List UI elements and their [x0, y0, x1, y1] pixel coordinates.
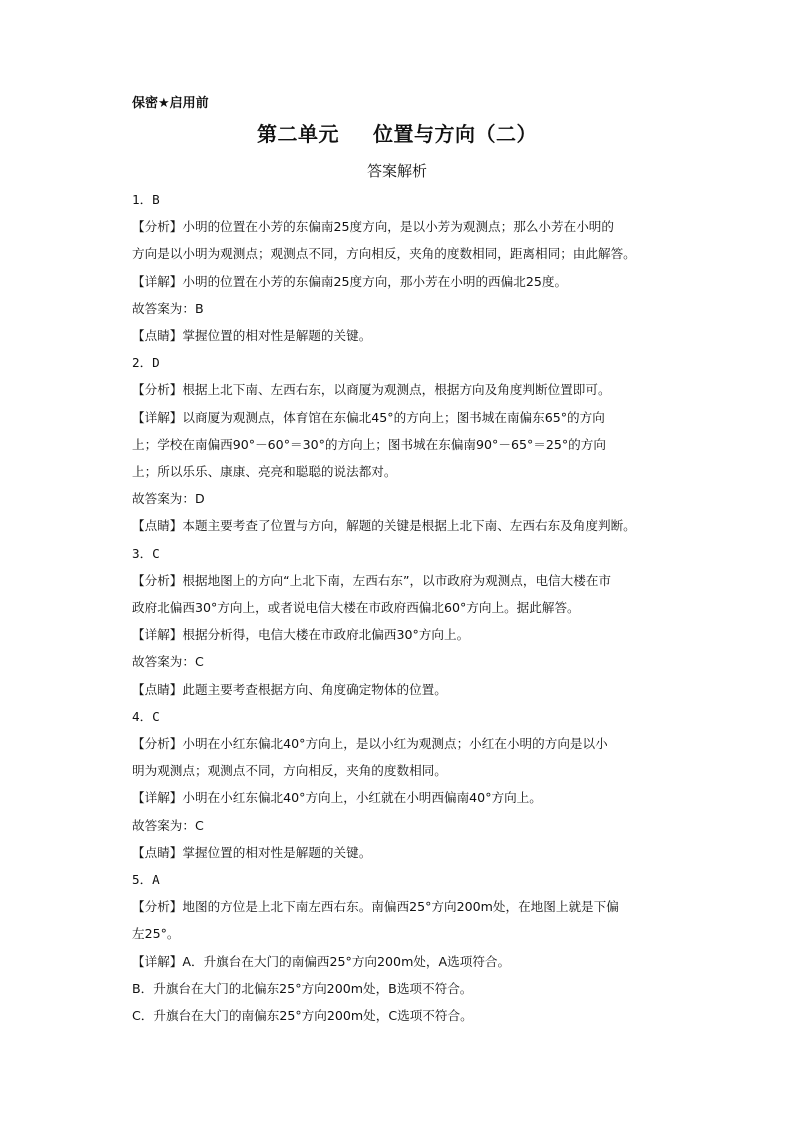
question-number-3: 3．C [132, 545, 160, 561]
analysis-text: 方向是以小明为观测点；观测点不同，方向相反，夹角的度数相同，距离相同；由此解答。 [132, 246, 636, 262]
page-title [0, 118, 794, 147]
title-unit: 第二单元 [257, 122, 339, 146]
answer-text: 故答案为：C [132, 817, 204, 833]
option-text: B．升旗台在大门的北偏东25°方向200m处，B选项不符合。 [132, 980, 473, 996]
question-number-4: 4．C [132, 708, 160, 724]
comment-text: 【点睛】本题主要考查了位置与方向，解题的关键是根据上北下南、左西右东及角度判断。 [132, 518, 636, 534]
analysis-text: 【分析】小明的位置在小芳的东偏南25度方向，是以小芳为观测点；那么小芳在小明的 [132, 219, 614, 235]
explanation-text: 【详解】小明在小红东偏北40°方向上，小红就在小明西偏南40°方向上。 [132, 790, 542, 806]
question-number-2: 2．D [132, 355, 160, 371]
title-topic: 位置与方向（二） [373, 122, 537, 146]
comment-text: 【点睛】掌握位置的相对性是解题的关键。 [132, 844, 372, 860]
analysis-text: 政府北偏西30°方向上，或者说电信大楼在市政府西偏北60°方向上。据此解答。 [132, 600, 580, 616]
analysis-text: 明为观测点；观测点不同，方向相反，夹角的度数相同。 [132, 763, 447, 779]
question-number-1: 1．B [132, 192, 160, 207]
option-text: C．升旗台在大门的南偏东25°方向200m处，C选项不符合。 [132, 1008, 473, 1024]
analysis-text: 左25°。 [132, 926, 180, 942]
explanation-text: 【详解】A．升旗台在大门的南偏西25°方向200m处，A选项符合。 [132, 953, 511, 969]
explanation-text: 上；所以乐乐、康康、亮亮和聪聪的说法都对。 [132, 464, 397, 480]
explanation-text: 【详解】以商厦为观测点，体育馆在东偏北45°的方向上；图书城在南偏东65°的方向 [132, 409, 605, 425]
explanation-text: 【详解】小明的位置在小芳的东偏南25度方向，那小芳在小明的西偏北25度。 [132, 273, 568, 289]
answer-text: 故答案为：C [132, 654, 204, 670]
comment-text: 【点睛】此题主要考查根据方向、角度确定物体的位置。 [132, 681, 447, 697]
explanation-text: 上；学校在南偏西90°－60°＝30°的方向上；图书城在东偏南90°－65°＝25°的方向 [132, 436, 606, 452]
answer-text: 故答案为：D [132, 491, 205, 507]
answer-text: 故答案为：B [132, 300, 204, 316]
comment-text: 【点睛】掌握位置的相对性是解题的关键。 [132, 328, 372, 344]
analysis-text: 【分析】根据地图上的方向“上北下南，左西右东”，以市政府为观测点，电信大楼在市 [132, 572, 612, 588]
answer-content [132, 186, 677, 1029]
analysis-text: 【分析】小明在小红东偏北40°方向上，是以小红为观测点；小红在小明的方向是以小 [132, 736, 608, 752]
page-subtitle: 答案解析 [366, 162, 427, 180]
explanation-text: 【详解】根据分析得，电信大楼在市政府北偏西30°方向上。 [132, 627, 470, 643]
analysis-text: 【分析】根据上北下南、左西右东，以商厦为观测点，根据方向及角度判断位置即可。 [132, 382, 611, 398]
confidential-label: 保密★启用前 [132, 96, 209, 111]
analysis-text: 【分析】地图的方位是上北下南左西右东。南偏西25°方向200m处，在地图上就是下偏 [132, 899, 619, 915]
question-number-5: 5．A [132, 872, 160, 888]
